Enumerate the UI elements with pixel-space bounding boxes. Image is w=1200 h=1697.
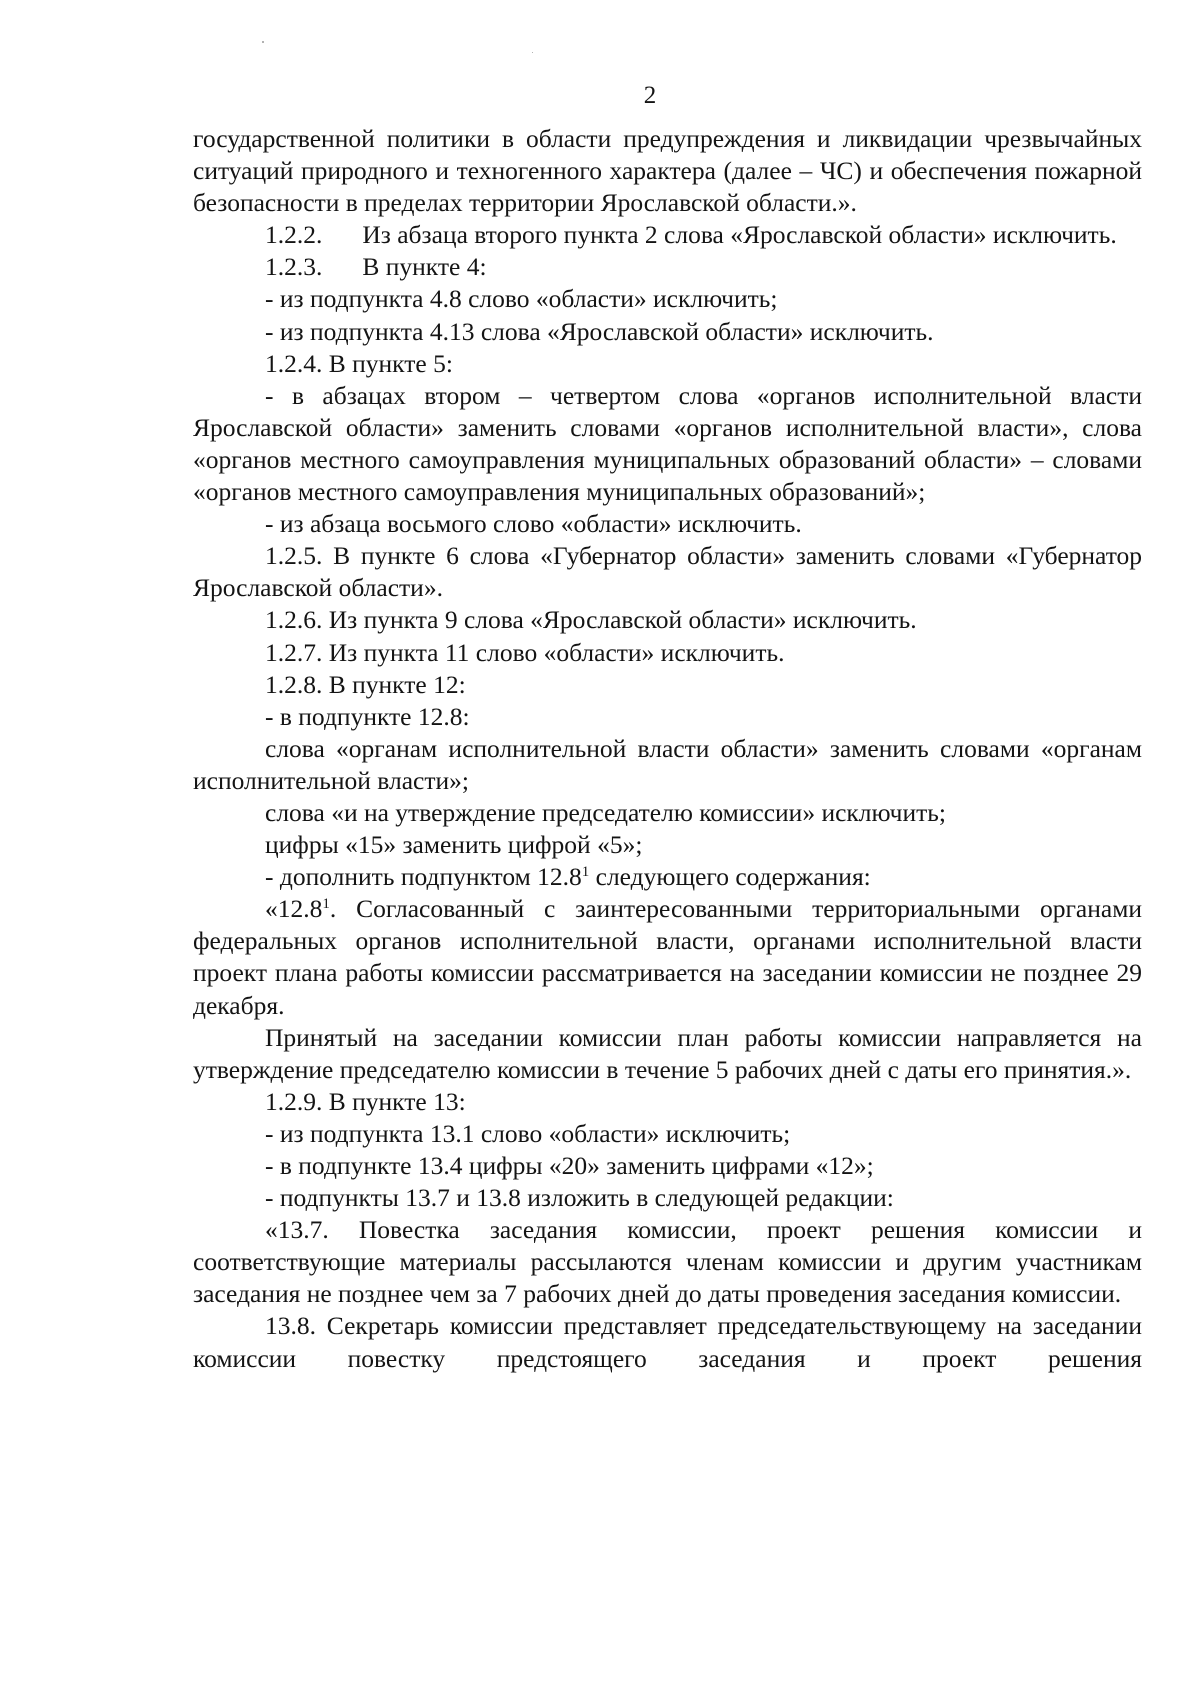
clause-number: 1.2.2. — [265, 220, 323, 250]
sub-paragraph: слова «органам исполнительной власти области» заменить словами «органам исполнительной власти»; — [193, 733, 1142, 795]
list-item: - в подпункте 12.8: — [265, 701, 470, 731]
text-segment: следующего содержания: — [589, 862, 871, 892]
sub-paragraph: слова «и на утверждение председателю комиссии» исключить; — [265, 797, 946, 827]
clause-number: 1.2.3. — [265, 252, 323, 282]
list-item: - в подпункте 13.4 цифры «20» заменить цифрами «12»; — [265, 1151, 874, 1180]
document-body — [193, 123, 1142, 1375]
quoted-paragraph: Принятый на заседании комиссии план работы комиссии направляется на утверждение председателю комиссии в течение 5 рабочих дней с даты его принятия.». — [193, 1022, 1142, 1084]
paragraph-1-2-9: 1.2.9. В пункте 13: — [265, 1086, 466, 1116]
text-segment: . Согласованный с заинтересованными территориальными органами федеральных органов исполнительной власти, органами исполнительной власти проект плана работы комиссии рассматривается на заседании комиссии не позднее 29 декабря. — [193, 894, 1142, 1020]
paragraph-1-2-3 — [193, 251, 1142, 283]
paragraph-1-2-8: 1.2.8. В пункте 12: — [265, 669, 466, 699]
clause-text: Из абзаца второго пункта 2 слова «Ярославской области» исключить. — [362, 220, 1117, 250]
quoted-clause-12-8-1 — [193, 893, 1142, 1021]
quoted-clause-13-7: «13.7. Повестка заседания комиссии, проект решения комиссии и соответствующие материалы рассылаются членам комиссии и другим участникам заседания не позднее чем за 7 рабочих дней до даты проведения заседания комиссии. — [193, 1215, 1142, 1309]
superscript: 1 — [581, 864, 590, 881]
list-item: - из абзаца восьмого слово «области» исключить. — [265, 509, 802, 539]
sub-paragraph: цифры «15» заменить цифрой «5»; — [265, 830, 643, 860]
superscript: 1 — [322, 896, 330, 913]
paragraph-1-2-6: 1.2.6. Из пункта 9 слова «Ярославской области» исключить. — [265, 605, 917, 635]
paragraph-1-2-4: 1.2.4. В пункте 5: — [265, 348, 453, 378]
scan-artifact — [262, 41, 264, 43]
paragraph-1-2-2 — [193, 219, 1142, 251]
list-item: - из подпункта 4.13 слова «Ярославской области» исключить. — [265, 316, 934, 346]
page-number: 2 — [643, 82, 657, 109]
list-item: - в абзацах втором – четвертом слова «органов исполнительной власти Ярославской области» заменить словами «органов исполнительной власти», слова «органов местного самоуправления муниципальных образований области» – словами «органов местного самоуправления муниципальных образований»; — [193, 380, 1142, 507]
list-item: - подпункты 13.7 и 13.8 изложить в следующей редакции: — [265, 1183, 894, 1213]
text-segment: «12.8 — [265, 894, 323, 924]
paragraph-continuation: государственной политики в области предупреждения и ликвидации чрезвычайных ситуаций природного и техногенного характера (далее – ЧС) и обеспечения пожарной безопасности в пределах территории Ярославской области.». — [193, 124, 1142, 218]
clause-text: В пункте 4: — [362, 252, 487, 282]
list-item — [193, 861, 1142, 893]
list-item: - из подпункта 13.1 слово «области» исключить; — [265, 1118, 791, 1148]
scan-artifact — [532, 52, 533, 53]
quoted-clause-13-8: 13.8. Секретарь комиссии представляет председательствующему на заседании комиссии повестку предстоящего заседания и проект решения — [193, 1311, 1142, 1373]
paragraph-1-2-7: 1.2.7. Из пункта 11 слово «области» исключить. — [265, 637, 785, 667]
paragraph-1-2-5: 1.2.5. В пункте 6 слова «Губернатор области» заменить словами «Губернатор Ярославской области». — [193, 541, 1142, 603]
text-segment: - дополнить подпунктом 12.8 — [265, 862, 582, 892]
list-item: - из подпункта 4.8 слово «области» исключить; — [265, 284, 778, 314]
